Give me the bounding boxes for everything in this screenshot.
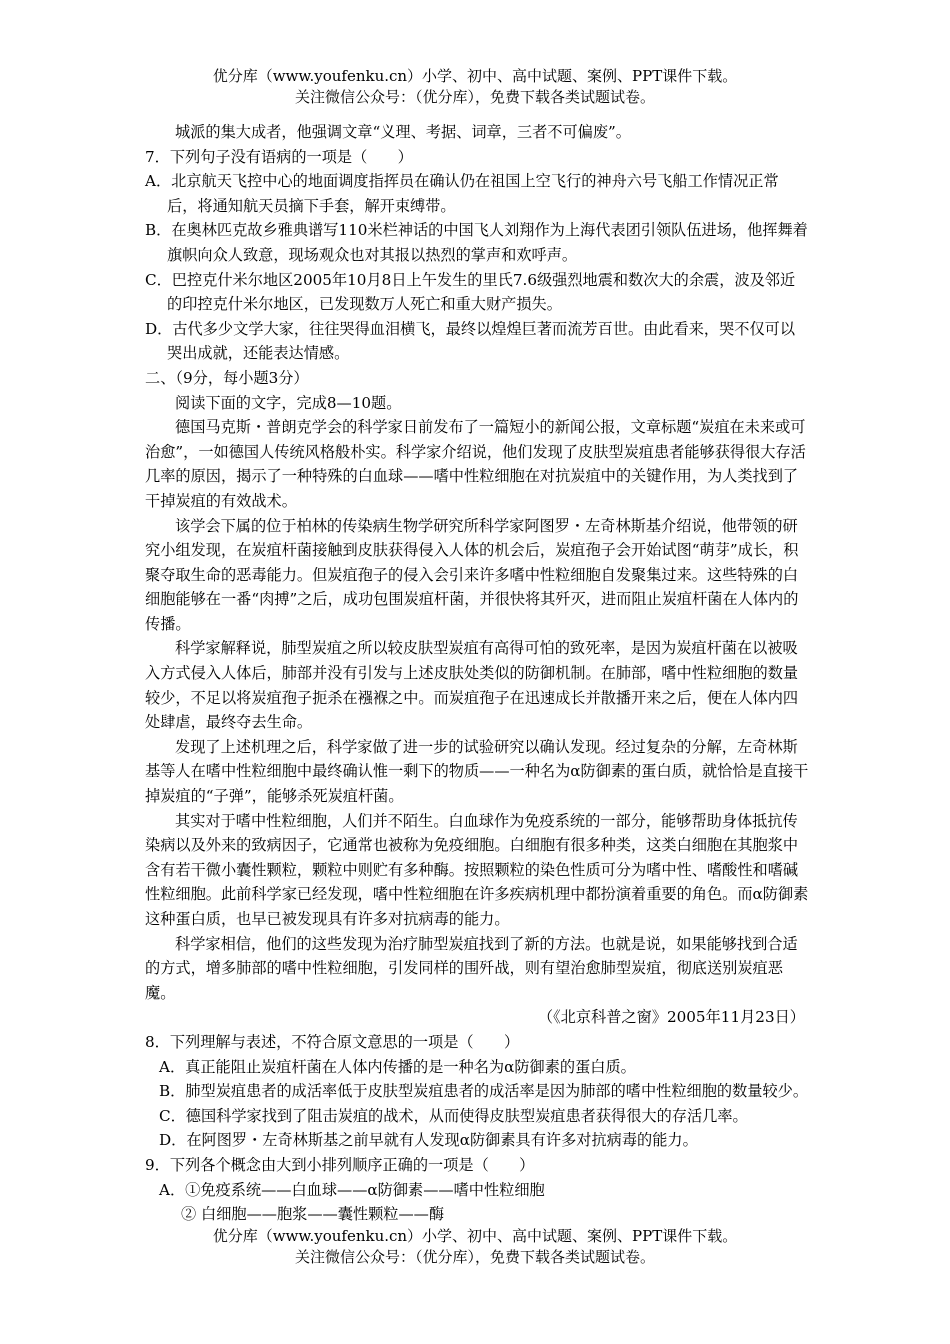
q9-option-a-part1: A．①免疫系统——白血球——α防御素——嗜中性粒细胞 bbox=[159, 1180, 545, 1199]
section-heading: 二、（9分，每小题3分） bbox=[145, 368, 309, 387]
passage-paragraph: 科学家解释说，肺型炭疽之所以较皮肤型炭疽有高得可怕的致死率，是因为炭疽杆菌在以被吸入方式侵入人体后，肺部并没有引发与上述皮肤处类似的防御机制。在肺部，嗜中性粒细胞的数量较少，不足以将炭疽孢子扼杀在襁褓之中。而炭疽孢子在迅速成长并散播开来之后，便在人体内四处肆虐，最终夺去生命。 bbox=[145, 639, 799, 732]
q8-option-a: A．真正能阻止炭疽杆菌在人体内传播的是一种名为α防御素的蛋白质。 bbox=[159, 1057, 636, 1076]
passage-paragraph: 德国马克斯・普朗克学会的科学家日前发布了一篇短小的新闻公报，文章标题“炭疽在未来或可治愈”，一如德国人传统风格般朴实。科学家介绍说，他们发现了皮肤型炭疽患者能够获得很大存活几率的原因，揭示了一种特殊的白血球——嗜中性粒细胞在对抗炭疽中的关键作用，为人类找到了干掉炭疽的有效战术。 bbox=[145, 418, 806, 510]
q7-option-a: A．北京航天飞控中心的地面调度指挥员在确认仍在祖国上空飞行的神舟六号飞船工作情况正常后，将通知航天员摘下手套，解开束缚带。 bbox=[145, 172, 779, 215]
q8-option-b: B．肺型炭疽患者的成活率低于皮肤型炭疽患者的成活率是因为肺部的嗜中性粒细胞的数量较少。 bbox=[159, 1082, 809, 1101]
passage-source: （《北京科普之窗》2005年11月23日） bbox=[537, 1008, 805, 1027]
passage-paragraph: 发现了上述机理之后，科学家做了进一步的试验研究以确认发现。经过复杂的分解，左奇林斯基等人在嗜中性粒细胞中最终确认惟一剩下的物质——一种名为α防御素的蛋白质，就恰恰是直接干掉炭疽的“子弹”，能够杀死炭疽杆菌。 bbox=[145, 737, 809, 806]
q7-stem: 7．下列句子没有语病的一项是（ ） bbox=[145, 147, 413, 166]
section-instruction: 阅读下面的文字，完成8—10题。 bbox=[175, 393, 402, 412]
header-site-line: 优分库（www.youfenku.cn）小学、初中、高中试题、案例、PPT课件下载。 bbox=[212, 67, 738, 85]
q8-stem: 8．下列理解与表述，不符合原文意思的一项是（ ） bbox=[145, 1032, 520, 1051]
q7-option-b: B．在奥林匹克故乡雅典谱写110米栏神话的中国飞人刘翔作为上海代表团引领队伍进场，他挥舞着旗帜向众人致意，现场观众也对其报以热烈的掌声和欢呼声。 bbox=[145, 221, 808, 264]
q8-option-c: C．德国科学家找到了阻击炭疽的战术，从而使得皮肤型炭疽患者获得很大的存活几率。 bbox=[159, 1106, 748, 1125]
q9-stem: 9．下列各个概念由大到小排列顺序正确的一项是（ ） bbox=[145, 1155, 535, 1174]
passage-paragraph: 该学会下属的位于柏林的传染病生物学研究所科学家阿图罗・左奇林斯基介绍说，他带领的研究小组发现，在炭疽杆菌接触到皮肤获得侵入人体的机会后，炭疽孢子会开始试图“萌芽”成长，积聚夺取生命的恶毒能力。但炭疽孢子的侵入会引来许多嗜中性粒细胞自发聚集过来。这些特殊的白细胞能够在一番“肉搏”之后，成功包围炭疽杆菌，并很快将其歼灭，进而阻止炭疽杆菌在人体内的传播。 bbox=[145, 516, 799, 633]
question-9 bbox=[145, 1153, 809, 1227]
footer-wechat-line: 关注微信公众号：（优分库），免费下载各类试题试卷。 bbox=[294, 1248, 655, 1266]
document-body bbox=[145, 120, 809, 1227]
page-footer bbox=[0, 1226, 950, 1268]
reading-section bbox=[145, 366, 809, 1030]
header-wechat-line: 关注微信公众号：（优分库），免费下载各类试题试卷。 bbox=[294, 88, 655, 106]
intro-line: 城派的集大成者，他强调文章“义理、考据、词章，三者不可偏废”。 bbox=[175, 123, 631, 141]
question-7 bbox=[145, 145, 809, 366]
q8-option-d: D．在阿图罗・左奇林斯基之前早就有人发现α防御素具有许多对抗病毒的能力。 bbox=[159, 1131, 698, 1150]
page-header bbox=[0, 66, 950, 108]
passage-paragraph: 其实对于嗜中性粒细胞，人们并不陌生。白血球作为免疫系统的一部分，能够帮助身体抵抗传染病以及外来的致病因子，它通常也被称为免疫细胞。白细胞有很多种类，这类白细胞在其胞浆中含有若干微小囊性颗粒，颗粒中则贮有多种酶。按照颗粒的染色性质可分为嗜中性、嗜酸性和嗜碱性粒细胞。此前科学家已经发现，嗜中性粒细胞在许多疾病机理中都扮演着重要的角色。而α防御素这种蛋白质，也早已被发现具有许多对抗病毒的能力。 bbox=[145, 811, 809, 928]
q9-option-a-part2: ② 白细胞——胞浆——囊性颗粒——酶 bbox=[181, 1205, 445, 1224]
q7-option-d: D．古代多少文学大家，往往哭得血泪横飞，最终以煌煌巨著而流芳百世。由此看来，哭不仅可以哭出成就，还能表达情感。 bbox=[145, 319, 796, 363]
passage-paragraph: 科学家相信，他们的这些发现为治疗肺型炭疽找到了新的方法。也就是说，如果能够找到合适的方式，增多肺部的嗜中性粒细胞，引发同样的围歼战，则有望治愈肺型炭疽，彻底送别炭疽恶魔。 bbox=[145, 934, 798, 1002]
footer-site-line: 优分库（www.youfenku.cn）小学、初中、高中试题、案例、PPT课件下载。 bbox=[212, 1227, 738, 1245]
question-8 bbox=[145, 1030, 809, 1153]
q7-option-c: C．巴控克什米尔地区2005年10月8日上午发生的里氏7.6级强烈地震和数次大的余震，波及邻近的印控克什米尔地区，已发现数万人死亡和重大财产损失。 bbox=[145, 270, 796, 314]
